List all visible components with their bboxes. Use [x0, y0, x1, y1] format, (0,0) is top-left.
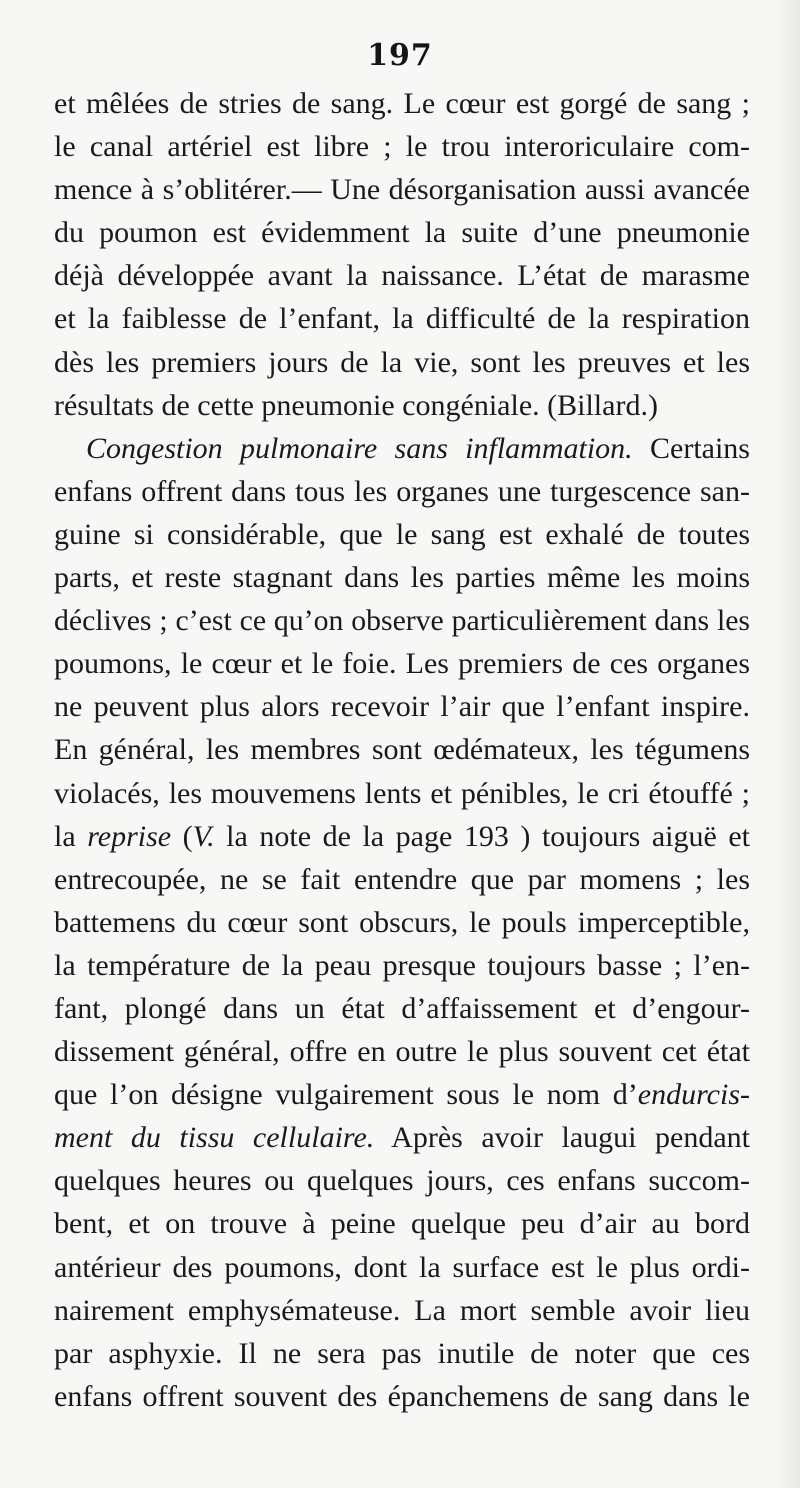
text-run: violacés, les mouvemens lents et pénibles, le cri étouffé ;	[54, 776, 750, 810]
text-line	[54, 685, 750, 728]
text-run: (	[171, 819, 193, 853]
text-line	[54, 1030, 750, 1073]
text-line	[54, 1202, 750, 1245]
text-line	[54, 642, 750, 685]
text-line	[54, 944, 750, 987]
text-run: déclives ; c’est ce qu’on observe particulièrement dans les	[54, 604, 750, 638]
text-line	[54, 599, 750, 642]
text-run: le canal artériel est libre ; le trou interoriculaire com-	[54, 130, 750, 164]
text-run: résultats de cette pneumonie congéniale. (Billard.)	[54, 388, 658, 422]
text-line	[54, 772, 750, 815]
italic-text: Congestion pulmonaire sans inflammation.	[86, 431, 633, 465]
text-line	[54, 254, 750, 297]
text-run: la température de la peau presque toujours basse ; l’en-	[54, 948, 750, 982]
text-run: du poumon est évidemment la suite d’une pneumonie	[54, 216, 750, 250]
italic-text: reprise	[87, 819, 172, 853]
text-line	[54, 1246, 750, 1289]
text-run: que l’on désigne vulgairement sous le nom d’	[54, 1078, 638, 1112]
text-run: parts, et reste stagnant dans les parties même les moins	[54, 561, 750, 595]
text-line	[54, 1289, 750, 1332]
text-line	[54, 168, 750, 211]
italic-text: endurcis-	[637, 1078, 750, 1112]
text-run: dissement général, offre en outre le plus souvent cet état	[54, 1035, 750, 1069]
text-run: battemens du cœur sont obscurs, le pouls imperceptible,	[54, 905, 750, 939]
text-line	[54, 1116, 750, 1159]
text-line	[54, 858, 750, 901]
text-line	[54, 125, 750, 168]
text-line	[54, 470, 750, 513]
text-line	[54, 901, 750, 944]
text-line	[54, 987, 750, 1030]
text-run: dès les premiers jours de la vie, sont les preuves et les	[54, 345, 750, 379]
text-run: déjà développée avant la naissance. L’état de marasme	[54, 259, 750, 293]
text-line	[54, 728, 750, 771]
italic-text: ment du tissu cellulaire.	[54, 1121, 375, 1155]
text-run: poumons, le cœur et le foie. Les premiers de ces organes	[54, 647, 750, 681]
text-line	[54, 211, 750, 254]
text-run: enfans offrent souvent des épanchemens de sang dans le	[54, 1379, 750, 1413]
text-line	[54, 384, 750, 427]
text-line	[54, 513, 750, 556]
text-run: ne peuvent plus alors recevoir l’air que l’enfant inspire.	[54, 690, 750, 724]
text-run: la note de la page 193 ) toujours aiguë et	[214, 819, 750, 853]
text-run: nairement emphysémateuse. La mort semble avoir lieu	[54, 1293, 750, 1327]
italic-text: V.	[192, 819, 215, 853]
text-run: quelques heures ou quelques jours, ces enfans succom-	[54, 1164, 750, 1198]
text-run: entrecoupée, ne se fait entendre que par momens ; les	[54, 862, 750, 896]
text-run: la	[54, 819, 88, 853]
text-run: Certains	[632, 431, 750, 465]
text-run: antérieur des poumons, dont la surface est le plus ordi-	[54, 1250, 750, 1284]
text-line	[54, 297, 750, 340]
text-run: bent, et on trouve à peine quelque peu d’air au bord	[54, 1207, 750, 1241]
page-edge-shadow	[774, 0, 800, 1488]
page-number: 197	[367, 38, 433, 73]
text-line	[54, 341, 750, 384]
text-line	[54, 1073, 750, 1116]
text-line	[54, 556, 750, 599]
text-line	[54, 1332, 750, 1375]
text-line	[54, 1159, 750, 1202]
text-run: mence à s’oblitérer.— Une désorganisation aussi avancée	[54, 173, 750, 207]
text-run: Après avoir laugui pendant	[374, 1121, 750, 1155]
text-line	[54, 1375, 750, 1418]
text-run: enfans offrent dans tous les organes une turgescence san-	[54, 474, 750, 508]
text-run: par asphyxie. Il ne sera pas inutile de noter que ces	[54, 1336, 750, 1370]
text-line	[54, 815, 750, 858]
text-run: fant, plongé dans un état d’affaissement et d’engour-	[54, 991, 750, 1025]
text-line	[54, 82, 750, 125]
text-run: et mêlées de stries de sang. Le cœur est gorgé de sang ;	[54, 87, 750, 120]
text-run: guine si considérable, que le sang est exhalé de toutes	[54, 517, 750, 551]
text-line	[54, 427, 750, 470]
text-run: En général, les membres sont œdémateux, les tégumens	[54, 733, 750, 767]
text-run: et la faiblesse de l’enfant, la difficulté de la respiration	[54, 302, 750, 336]
body-text	[54, 82, 750, 1418]
